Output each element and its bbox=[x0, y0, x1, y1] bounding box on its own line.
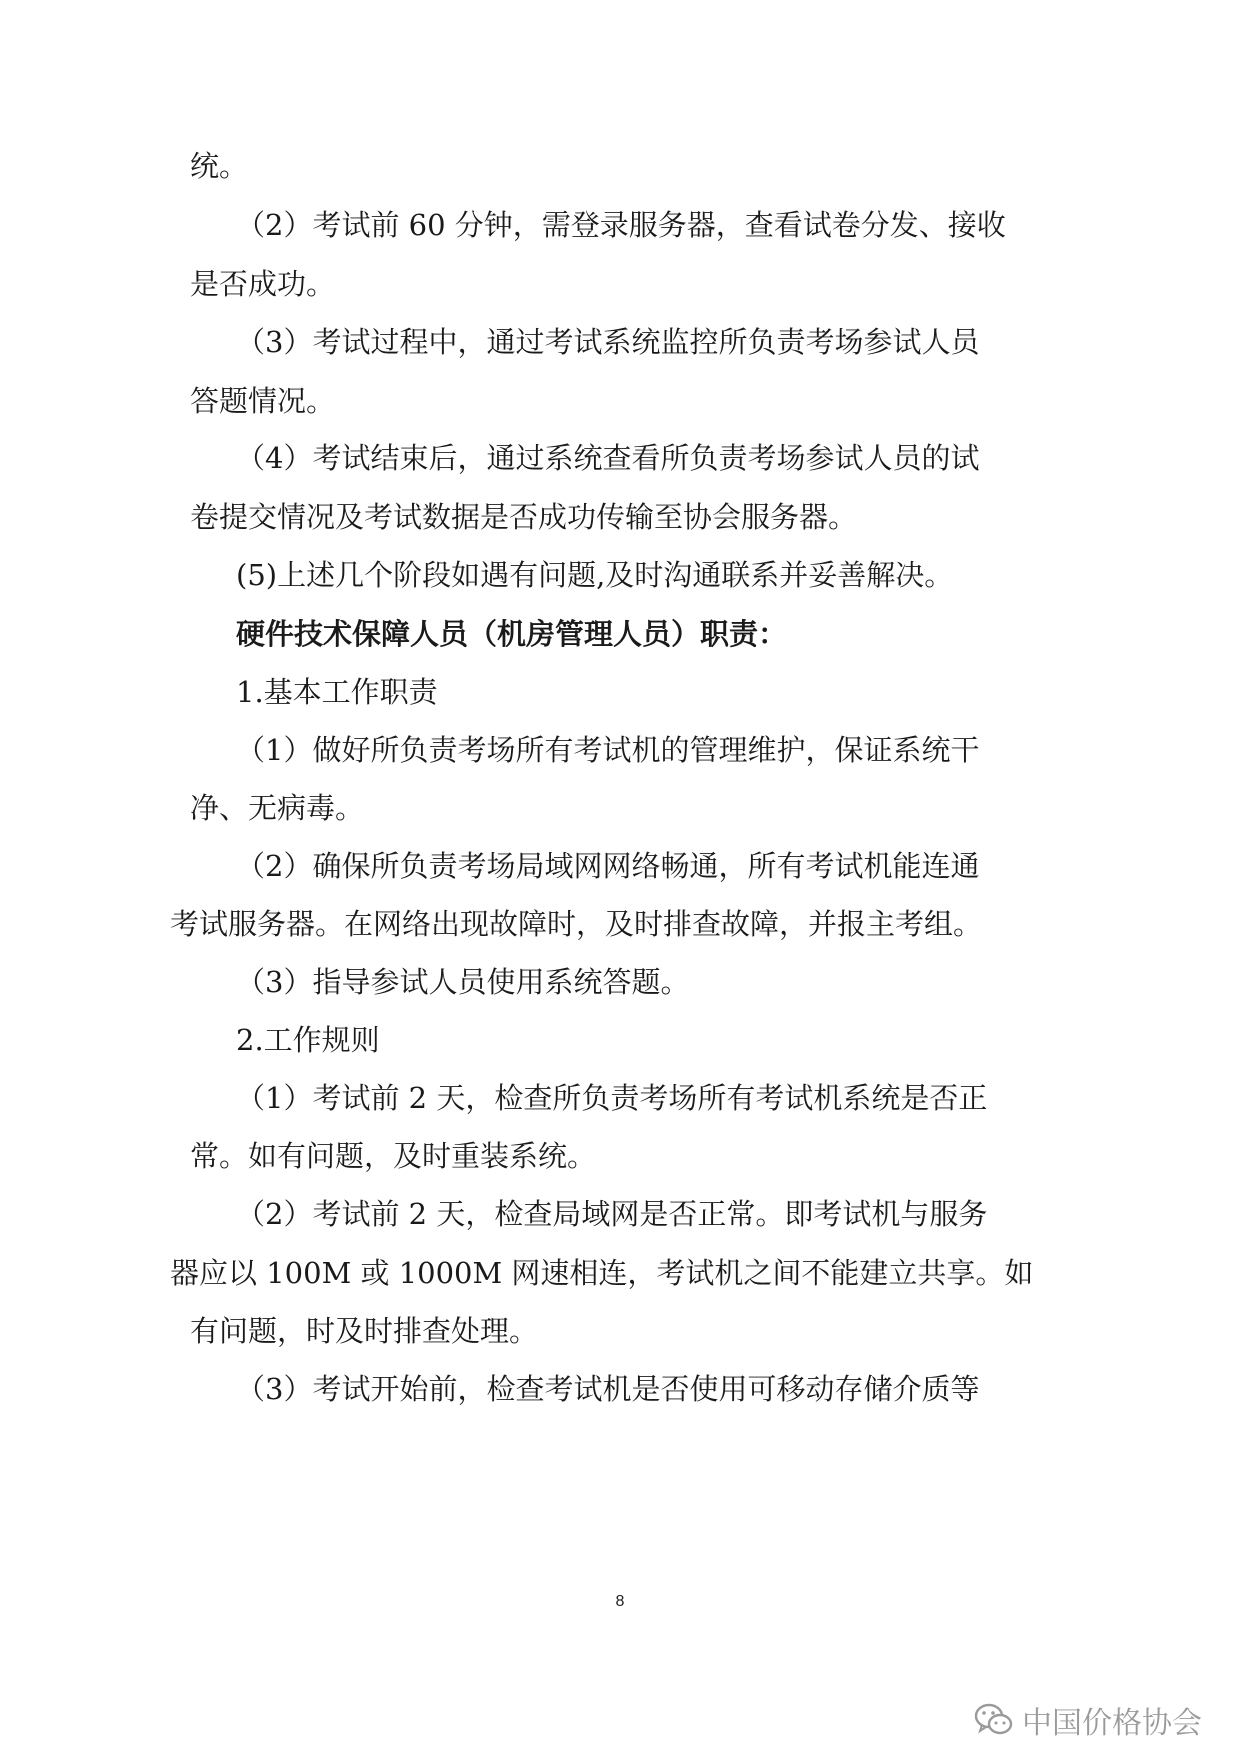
text-line: 卷提交情况及考试数据是否成功传输至协会服务器。 bbox=[190, 500, 858, 534]
text-line: （4）考试结束后，通过系统查看所负责考场参试人员的试 bbox=[236, 441, 980, 475]
text-line: 常。如有问题，及时重装系统。 bbox=[190, 1139, 597, 1173]
watermark-text: 中国价格协会 bbox=[1022, 1706, 1202, 1741]
text-line: 答题情况。 bbox=[190, 384, 336, 418]
text-line: （2）考试前 2 天，检查局域网是否正常。即考试机与服务 bbox=[236, 1197, 988, 1231]
text-line: （1）做好所负责考场所有考试机的管理维护，保证系统干 bbox=[236, 733, 980, 767]
text-line: 考试服务器。在网络出现故障时，及时排查故障，并报主考组。 bbox=[170, 907, 983, 941]
watermark bbox=[974, 1698, 1202, 1742]
text-line: 器应以 100M 或 1000M 网速相连，考试机之间不能建立共享。如 bbox=[170, 1256, 1034, 1290]
text-line: (5)上述几个阶段如遇有问题,及时沟通联系并妥善解决。 bbox=[236, 558, 954, 592]
section-heading: 硬件技术保障人员（机房管理人员）职责： bbox=[236, 617, 788, 651]
text-line: 是否成功。 bbox=[190, 267, 336, 301]
text-line: （3）考试开始前，检查考试机是否使用可移动存储介质等 bbox=[236, 1372, 980, 1406]
text-line: （2）考试前 60 分钟，需登录服务器，查看试卷分发、接收 bbox=[236, 208, 1006, 242]
text-line: （3）考试过程中，通过考试系统监控所负责考场参试人员 bbox=[236, 325, 980, 359]
page-number: 8 bbox=[615, 1593, 625, 1610]
text-line: 有问题，时及时排查处理。 bbox=[190, 1314, 539, 1348]
text-line: （3）指导参试人员使用系统答题。 bbox=[236, 965, 690, 999]
text-line: （2）确保所负责考场局域网网络畅通，所有考试机能连通 bbox=[236, 849, 980, 883]
text-line: 净、无病毒。 bbox=[190, 791, 365, 825]
text-line: （1）考试前 2 天，检查所负责考场所有考试机系统是否正 bbox=[236, 1081, 988, 1115]
text-line: 统。 bbox=[190, 149, 249, 183]
subsection-heading: 2.工作规则 bbox=[236, 1023, 380, 1057]
subsection-heading: 1.基本工作职责 bbox=[236, 675, 438, 709]
wechat-icon bbox=[974, 1702, 1014, 1738]
